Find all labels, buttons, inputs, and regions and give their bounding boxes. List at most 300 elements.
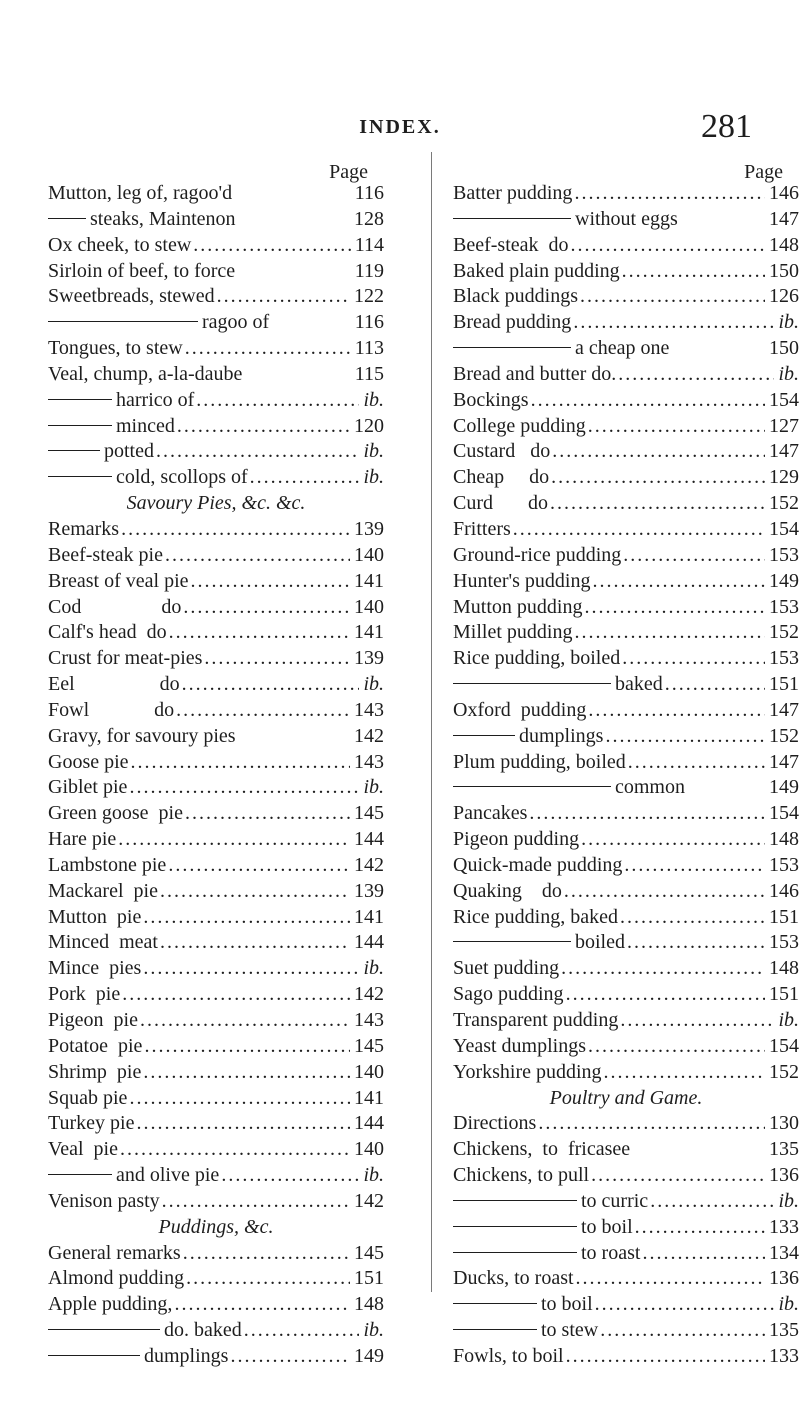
entry-page-number: 147 bbox=[769, 207, 799, 230]
entry-page-number: 140 bbox=[354, 1138, 384, 1161]
index-entry bbox=[48, 1189, 384, 1215]
dot-leader bbox=[174, 698, 350, 724]
ditto-dash bbox=[48, 450, 100, 451]
index-entry bbox=[453, 414, 799, 440]
entry-label: Pigeon pudding bbox=[453, 828, 580, 851]
dot-leader bbox=[129, 750, 350, 776]
entry-label: Apple pudding, bbox=[48, 1293, 173, 1316]
index-entry bbox=[453, 181, 799, 207]
dot-leader bbox=[633, 1215, 765, 1241]
index-entry bbox=[453, 905, 799, 931]
index-entry bbox=[453, 595, 799, 621]
entry-label: Quick-made pudding bbox=[453, 853, 623, 876]
dot-leader bbox=[183, 801, 350, 827]
entry-page-number: 135 bbox=[769, 1138, 799, 1161]
entry-label: Batter pudding bbox=[453, 182, 573, 204]
entry-page-number: 142 bbox=[354, 724, 384, 747]
entry-list bbox=[453, 181, 799, 1370]
entry-label: Bockings bbox=[453, 388, 529, 411]
dot-leader bbox=[598, 1318, 765, 1344]
dot-leader bbox=[620, 646, 765, 672]
dot-leader bbox=[134, 1111, 350, 1137]
entry-page-number: 148 bbox=[769, 957, 799, 980]
entry-page-number: 136 bbox=[769, 1267, 799, 1290]
index-entry bbox=[48, 1086, 384, 1112]
entry-page-number: 147 bbox=[769, 698, 799, 721]
entry-label: Breast of veal pie bbox=[48, 569, 189, 592]
ditto-dash bbox=[453, 941, 571, 942]
dot-leader bbox=[640, 1241, 765, 1267]
entry-page-number: 151 bbox=[769, 905, 799, 928]
index-entry bbox=[453, 1008, 799, 1034]
index-entry bbox=[453, 930, 799, 956]
entry-page-number: 149 bbox=[354, 1344, 384, 1367]
dot-leader bbox=[116, 827, 350, 853]
index-entry bbox=[48, 750, 384, 776]
dot-leader bbox=[141, 1060, 350, 1086]
entry-page-number: 116 bbox=[354, 311, 384, 334]
dot-leader bbox=[142, 1034, 350, 1060]
dot-leader bbox=[572, 620, 765, 646]
entry-label: Squab pie bbox=[48, 1086, 128, 1109]
entry-label: ragoo of bbox=[202, 311, 270, 334]
index-entry bbox=[48, 1266, 384, 1292]
dot-leader bbox=[564, 1344, 765, 1370]
entry-page-number: 119 bbox=[354, 259, 384, 282]
index-entry bbox=[48, 1241, 384, 1267]
entry-label: a cheap one bbox=[575, 337, 670, 360]
entry-page-number: ib. bbox=[363, 1164, 384, 1187]
entry-label: Eel do bbox=[48, 673, 180, 696]
entry-page-number: 143 bbox=[354, 1009, 384, 1031]
entry-label: to boil bbox=[581, 1215, 633, 1238]
index-entry bbox=[48, 801, 384, 827]
index-entry bbox=[48, 1060, 384, 1086]
dot-leader bbox=[180, 672, 360, 698]
entry-label: Green goose pie bbox=[48, 802, 183, 825]
entry-label: without eggs bbox=[575, 207, 678, 230]
entry-label: Baked plain pudding bbox=[453, 259, 620, 282]
entry-page-number: 144 bbox=[354, 931, 384, 954]
ditto-dash bbox=[48, 425, 112, 426]
entry-page-number: 142 bbox=[354, 1189, 384, 1212]
dot-leader bbox=[589, 1163, 765, 1189]
dot-leader bbox=[626, 750, 765, 776]
entry-label: dumplings bbox=[519, 724, 604, 747]
index-entry bbox=[48, 284, 384, 310]
entry-label: Almond pudding bbox=[48, 1267, 185, 1290]
entry-label: Minced meat bbox=[48, 931, 158, 954]
entry-label: Mutton, leg of, ragoo'd bbox=[48, 182, 233, 204]
dot-leader bbox=[242, 1318, 360, 1344]
entry-label: Suet pudding bbox=[453, 957, 560, 980]
entry-page-number: 151 bbox=[769, 983, 799, 1006]
entry-page-number: 129 bbox=[769, 466, 799, 489]
column-heading: Page bbox=[329, 161, 368, 183]
index-entry bbox=[453, 672, 799, 698]
entry-page-number: ib. bbox=[778, 362, 799, 385]
entry-page-number: 139 bbox=[354, 879, 384, 902]
dot-leader bbox=[586, 698, 765, 724]
dot-leader bbox=[181, 1241, 350, 1267]
entry-label: to boil bbox=[541, 1293, 593, 1316]
entry-page-number: 153 bbox=[769, 595, 799, 618]
entry-page-number: 114 bbox=[354, 233, 384, 256]
page-title: INDEX. bbox=[359, 116, 441, 138]
entry-page-number: 154 bbox=[769, 388, 799, 411]
dot-leader bbox=[175, 414, 350, 440]
ditto-dash bbox=[48, 218, 86, 219]
index-entry bbox=[453, 284, 799, 310]
dot-leader bbox=[163, 543, 350, 569]
entry-label: Lambstone pie bbox=[48, 853, 167, 876]
index-entry bbox=[48, 672, 384, 698]
index-entry bbox=[453, 1292, 799, 1318]
ditto-dash bbox=[48, 1174, 112, 1175]
index-entry bbox=[453, 259, 799, 285]
entry-page-number: ib. bbox=[363, 440, 384, 463]
entry-page-number: 148 bbox=[769, 828, 799, 851]
dot-leader bbox=[154, 439, 359, 465]
index-entry bbox=[453, 1241, 799, 1267]
dot-leader bbox=[219, 1163, 359, 1189]
index-entry bbox=[453, 1111, 799, 1137]
index-entry bbox=[453, 1215, 799, 1241]
entry-label: to roast bbox=[581, 1241, 641, 1264]
entry-label: College pudding bbox=[453, 414, 586, 437]
entry-page-number: 130 bbox=[769, 1112, 799, 1135]
dot-leader bbox=[189, 569, 351, 595]
index-entry bbox=[453, 336, 799, 362]
dot-leader bbox=[527, 801, 765, 827]
index-entry bbox=[48, 362, 384, 388]
dot-leader bbox=[562, 879, 765, 905]
entry-label: Directions bbox=[453, 1112, 537, 1135]
entry-page-number: ib. bbox=[363, 776, 384, 799]
column-divider bbox=[431, 152, 432, 1292]
dot-leader bbox=[572, 181, 765, 207]
index-entry bbox=[453, 388, 799, 414]
dot-leader bbox=[578, 284, 765, 310]
index-entry bbox=[453, 1163, 799, 1189]
index-entry bbox=[453, 827, 799, 853]
entry-page-number: 153 bbox=[769, 543, 799, 566]
ditto-dash bbox=[453, 683, 611, 684]
index-entry bbox=[48, 181, 384, 207]
dot-leader bbox=[158, 879, 350, 905]
entry-page-number: ib. bbox=[363, 388, 384, 411]
entry-label: harrico of bbox=[116, 388, 195, 411]
dot-leader bbox=[194, 388, 359, 414]
index-entry bbox=[453, 724, 799, 750]
index-entry bbox=[453, 1344, 799, 1370]
page-header bbox=[0, 108, 800, 152]
index-entry bbox=[48, 853, 384, 879]
dot-leader bbox=[127, 1086, 350, 1112]
entry-label: Transparent pudding bbox=[453, 1009, 619, 1031]
entry-page-number: 146 bbox=[769, 182, 799, 204]
dot-leader bbox=[648, 1189, 774, 1215]
index-entry bbox=[48, 930, 384, 956]
index-entry bbox=[453, 543, 799, 569]
entry-page-number: 139 bbox=[354, 647, 384, 670]
entry-page-number: ib. bbox=[778, 1189, 799, 1212]
entry-label: dumplings bbox=[144, 1344, 229, 1367]
column-heading: Page bbox=[744, 161, 783, 183]
entry-page-number: 139 bbox=[354, 517, 384, 540]
entry-label: General remarks bbox=[48, 1241, 181, 1264]
dot-leader bbox=[550, 439, 765, 465]
entry-page-number: 152 bbox=[769, 724, 799, 747]
entry-label: Mince pies bbox=[48, 957, 142, 980]
entry-label: Fritters bbox=[453, 517, 511, 540]
dot-leader bbox=[228, 1344, 350, 1370]
dot-leader bbox=[511, 517, 765, 543]
entry-page-number: 145 bbox=[354, 802, 384, 825]
dot-leader bbox=[579, 827, 765, 853]
entry-page-number: 140 bbox=[354, 1060, 384, 1083]
ditto-dash bbox=[453, 1200, 577, 1201]
index-entry bbox=[453, 465, 799, 491]
index-entry bbox=[48, 388, 384, 414]
index-column-left bbox=[48, 163, 384, 1370]
entry-label: Mutton pudding bbox=[453, 595, 583, 618]
entry-label: Yorkshire pudding bbox=[453, 1060, 602, 1083]
dot-leader bbox=[166, 853, 350, 879]
dot-leader bbox=[571, 310, 774, 336]
entry-page-number: 151 bbox=[769, 673, 799, 696]
entry-page-number: 144 bbox=[354, 828, 384, 851]
dot-leader bbox=[138, 1008, 350, 1034]
dot-leader bbox=[590, 569, 765, 595]
index-entry bbox=[453, 1137, 799, 1163]
index-entry bbox=[453, 362, 799, 388]
ditto-dash bbox=[453, 786, 611, 787]
index-entry bbox=[453, 439, 799, 465]
index-entry bbox=[48, 1008, 384, 1034]
dot-leader bbox=[529, 388, 765, 414]
index-entry bbox=[48, 1137, 384, 1163]
entry-page-number: 147 bbox=[769, 750, 799, 773]
index-entry bbox=[48, 595, 384, 621]
index-entry bbox=[453, 750, 799, 776]
index-entry bbox=[453, 879, 799, 905]
entry-page-number: 154 bbox=[769, 802, 799, 825]
index-entry bbox=[48, 620, 384, 646]
entry-label: Sirloin of beef, to force bbox=[48, 259, 236, 282]
ditto-dash bbox=[453, 1303, 537, 1304]
ditto-dash bbox=[453, 1329, 537, 1330]
entry-label: do. baked bbox=[164, 1319, 242, 1342]
dot-leader bbox=[663, 672, 765, 698]
index-entry bbox=[453, 801, 799, 827]
entry-label: Oxford pudding bbox=[453, 698, 587, 721]
entry-label: to curric bbox=[581, 1189, 649, 1212]
ditto-dash bbox=[48, 1355, 140, 1356]
entry-label: Remarks bbox=[48, 517, 120, 540]
ditto-dash bbox=[48, 321, 198, 322]
entry-page-number: 126 bbox=[769, 285, 799, 308]
index-entry bbox=[453, 646, 799, 672]
index-entry bbox=[453, 233, 799, 259]
index-entry bbox=[48, 1111, 384, 1137]
entry-page-number: 147 bbox=[769, 440, 799, 463]
index-entry bbox=[48, 982, 384, 1008]
dot-leader bbox=[127, 775, 359, 801]
index-entry bbox=[48, 905, 384, 931]
dot-leader bbox=[621, 543, 765, 569]
entry-page-number: 133 bbox=[769, 1215, 799, 1238]
entry-label: Cheap do bbox=[453, 466, 550, 489]
dot-leader bbox=[564, 982, 765, 1008]
entry-page-number: 148 bbox=[354, 1293, 384, 1316]
entry-label: Giblet pie bbox=[48, 776, 128, 799]
ditto-dash bbox=[453, 1252, 577, 1253]
dot-leader bbox=[119, 517, 350, 543]
dot-leader bbox=[593, 1292, 775, 1318]
dot-leader bbox=[248, 465, 360, 491]
index-entry bbox=[453, 853, 799, 879]
entry-page-number: 135 bbox=[769, 1319, 799, 1342]
dot-leader bbox=[160, 1189, 350, 1215]
index-entry bbox=[453, 982, 799, 1008]
entry-page-number: 136 bbox=[769, 1164, 799, 1187]
dot-leader bbox=[536, 1111, 765, 1137]
index-entry bbox=[48, 259, 384, 285]
section-heading: Savoury Pies, &c. &c. bbox=[126, 492, 306, 515]
index-entry bbox=[48, 827, 384, 853]
dot-leader bbox=[586, 1034, 765, 1060]
entry-label: Mackarel pie bbox=[48, 879, 158, 902]
entry-page-number: 152 bbox=[769, 621, 799, 644]
index-entry bbox=[48, 956, 384, 982]
entry-page-number: 154 bbox=[769, 1034, 799, 1057]
entry-page-number: 140 bbox=[354, 543, 384, 566]
entry-page-number: ib. bbox=[363, 1319, 384, 1342]
index-column-right bbox=[453, 163, 799, 1370]
entry-label: Ground-rice pudding bbox=[453, 543, 622, 566]
index-entry bbox=[453, 620, 799, 646]
index-entry bbox=[453, 207, 799, 233]
entry-label: Beef-steak pie bbox=[48, 543, 163, 566]
entry-page-number: 153 bbox=[769, 931, 799, 954]
dot-leader bbox=[141, 905, 350, 931]
entry-page-number: ib. bbox=[778, 1293, 799, 1316]
index-entry bbox=[48, 1344, 384, 1370]
entry-label: Curd do bbox=[453, 492, 548, 515]
dot-leader bbox=[569, 233, 765, 259]
index-entry bbox=[48, 698, 384, 724]
entry-label: Crust for meat-pies bbox=[48, 647, 203, 670]
entry-page-number: 113 bbox=[354, 337, 384, 360]
entry-label: Fowl do bbox=[48, 698, 175, 721]
entry-label: minced bbox=[116, 414, 175, 437]
entry-label: Sago pudding bbox=[453, 983, 564, 1006]
dot-leader bbox=[574, 1266, 765, 1292]
dot-leader bbox=[620, 259, 765, 285]
entry-page-number: 148 bbox=[769, 233, 799, 256]
entry-page-number: 120 bbox=[354, 414, 384, 437]
index-entry bbox=[48, 336, 384, 362]
entry-page-number: 141 bbox=[354, 621, 384, 644]
entry-label: Hare pie bbox=[48, 828, 117, 851]
entry-label: Pancakes bbox=[453, 802, 528, 825]
dot-leader bbox=[118, 1137, 350, 1163]
dot-leader bbox=[215, 284, 350, 310]
dot-leader bbox=[616, 362, 774, 388]
index-entry bbox=[453, 569, 799, 595]
entry-page-number: ib. bbox=[363, 957, 384, 980]
entry-label: cold, scollops of bbox=[116, 466, 248, 489]
entry-page-number: 127 bbox=[769, 414, 799, 437]
entry-page-number: 152 bbox=[769, 1060, 799, 1083]
section-heading: Poultry and Game. bbox=[549, 1086, 703, 1109]
index-entry bbox=[48, 775, 384, 801]
page-number: 281 bbox=[701, 108, 752, 145]
entry-label: boiled bbox=[575, 931, 625, 954]
dot-leader bbox=[622, 853, 765, 879]
entry-page-number: 141 bbox=[354, 1086, 384, 1109]
ditto-dash bbox=[453, 1226, 577, 1227]
entry-label: Bread pudding bbox=[453, 311, 572, 334]
ditto-dash bbox=[453, 218, 571, 219]
entry-page-number: 149 bbox=[769, 569, 799, 592]
index-entry bbox=[453, 698, 799, 724]
index-entry bbox=[48, 517, 384, 543]
entry-page-number: 153 bbox=[769, 647, 799, 670]
entry-label: Veal, chump, a-la-daube bbox=[48, 362, 243, 385]
index-entry bbox=[48, 569, 384, 595]
entry-page-number: 116 bbox=[354, 182, 384, 204]
entry-label: Shrimp pie bbox=[48, 1060, 142, 1083]
index-entry bbox=[453, 310, 799, 336]
entry-page-number: 145 bbox=[354, 1241, 384, 1264]
index-entry bbox=[48, 1163, 384, 1189]
entry-page-number: 133 bbox=[769, 1344, 799, 1367]
index-entry bbox=[453, 517, 799, 543]
index-entry bbox=[453, 1266, 799, 1292]
entry-page-number: ib. bbox=[778, 1009, 799, 1031]
entry-label: Quaking do bbox=[453, 879, 562, 902]
index-entry bbox=[48, 724, 384, 750]
entry-label: Chickens, to pull bbox=[453, 1164, 590, 1187]
entry-label: Goose pie bbox=[48, 750, 129, 773]
index-entry bbox=[453, 1060, 799, 1086]
entry-label: Ducks, to roast bbox=[453, 1267, 574, 1290]
dot-leader bbox=[167, 620, 350, 646]
dot-leader bbox=[183, 336, 351, 362]
entry-page-number: 149 bbox=[769, 776, 799, 799]
entry-page-number: ib. bbox=[363, 466, 384, 489]
index-entry bbox=[453, 775, 799, 801]
entry-label: Black puddings bbox=[453, 285, 578, 308]
dot-leader bbox=[191, 233, 350, 259]
index-entry bbox=[453, 956, 799, 982]
entry-list bbox=[48, 181, 384, 1370]
index-entry bbox=[48, 233, 384, 259]
dot-leader bbox=[202, 646, 350, 672]
entry-label: Veal pie bbox=[48, 1138, 118, 1161]
entry-page-number: 122 bbox=[354, 285, 384, 308]
dot-leader bbox=[625, 930, 765, 956]
dot-leader bbox=[603, 724, 765, 750]
dot-leader bbox=[618, 1008, 774, 1034]
index-entry bbox=[48, 465, 384, 491]
index-entry bbox=[48, 879, 384, 905]
entry-page-number: 143 bbox=[354, 750, 384, 773]
entry-page-number: ib. bbox=[363, 673, 384, 696]
entry-label: Mutton pie bbox=[48, 905, 142, 928]
